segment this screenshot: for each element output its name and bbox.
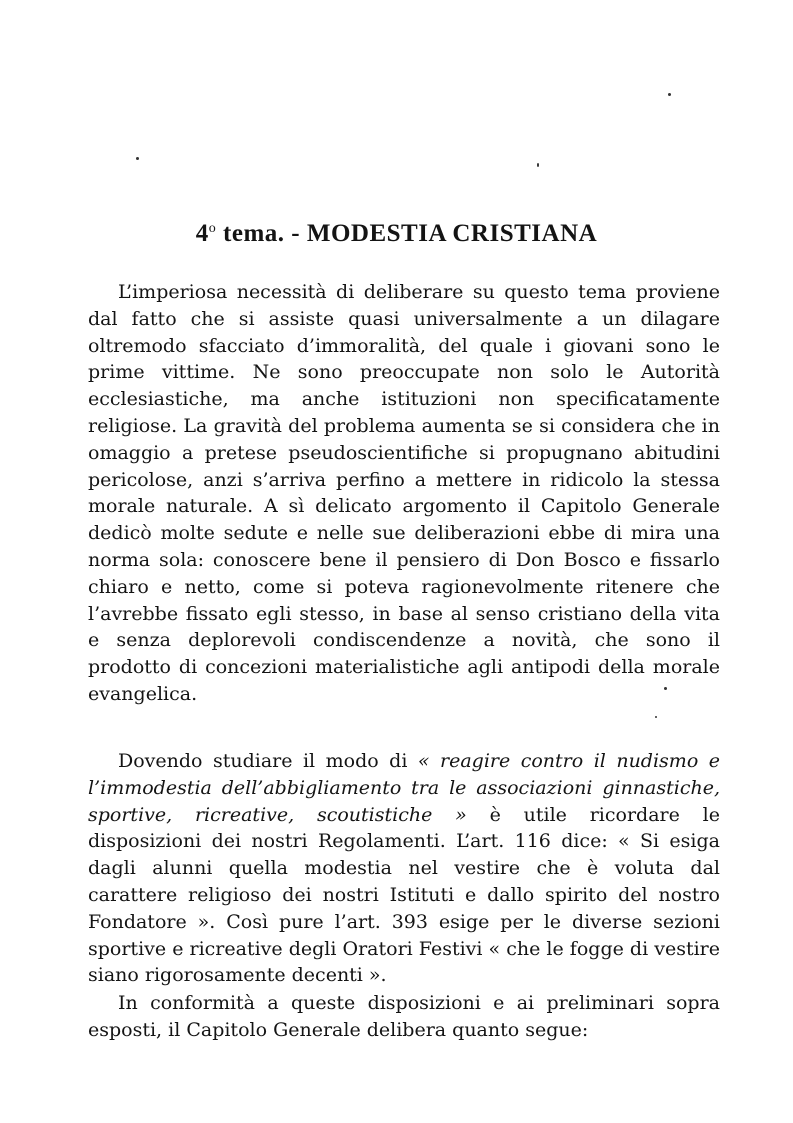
paragraph-deliberation: In conformità a queste disposizioni e ai preliminari sopra esposti, il Capitolo Generale delibera quanto segue: (88, 992, 720, 1041)
paragraph-regulations-rest: è utile ricordare le disposizioni dei nostri Regolamenti. L’art. 116 dice: « Si esiga dagli alunni quella modestia nel vestire che è voluta dal carattere religioso dei nostri Istituti e dallo spirito del nostro Fondatore ». Così pure l’art. 393 esige per le diverse sezioni sportive e ricreative degli Oratori Festivi « che le fogge di vestire siano rigorosamente decenti ». (88, 803, 720, 987)
title-number: 4 (195, 219, 209, 247)
paragraph-regulations-quote: « reagire contro il nudismo e l’immodestia dell’abbigliamento tra le associazioni ginnastiche, sportive, ricreative, scoutistiche » (88, 750, 720, 826)
ink-speck (136, 157, 139, 160)
title-label: tema. - MODESTIA CRISTIANA (223, 219, 598, 247)
paragraph-regulations-intro: Dovendo studiare il modo di (118, 750, 418, 772)
ink-speck (668, 93, 671, 96)
title-ordinal: o (208, 220, 217, 236)
ink-speck (655, 716, 657, 718)
paragraph-regulations (88, 748, 720, 989)
page-title (0, 220, 793, 248)
ink-speck (537, 163, 539, 167)
paragraph-intro: L’imperiosa necessità di deliberare su questo tema proviene dal fatto che si assiste quasi universalmente a un dilagare oltremodo sfacciato d’immoralità, del quale i giovani sono le prime vittime. Ne sono preoccupate non solo le Autorità ecclesiastiche, ma anche istituzioni non specificatamente religiose. La gravità del problema aumenta se si considera che in omaggio a pretese pseudoscientifiche si propugnano abitudini pericolose, anzi s’arriva perfino a mettere in ridicolo la stessa morale naturale. A sì delicato argomento il Capitolo Generale dedicò molte sedute e nelle sue deliberazioni ebbe di mira una norma sola: conoscere bene il pensiero di Don Bosco e fissarlo chiaro e netto, come si poteva ragionevolmente ritenere che l’avrebbe fissato egli stesso, in base al senso cristiano della vita e senza deplorevoli condiscendenze a novità, che sono il prodotto di concezioni materialistiche agli antipodi della morale evangelica. (88, 281, 720, 705)
